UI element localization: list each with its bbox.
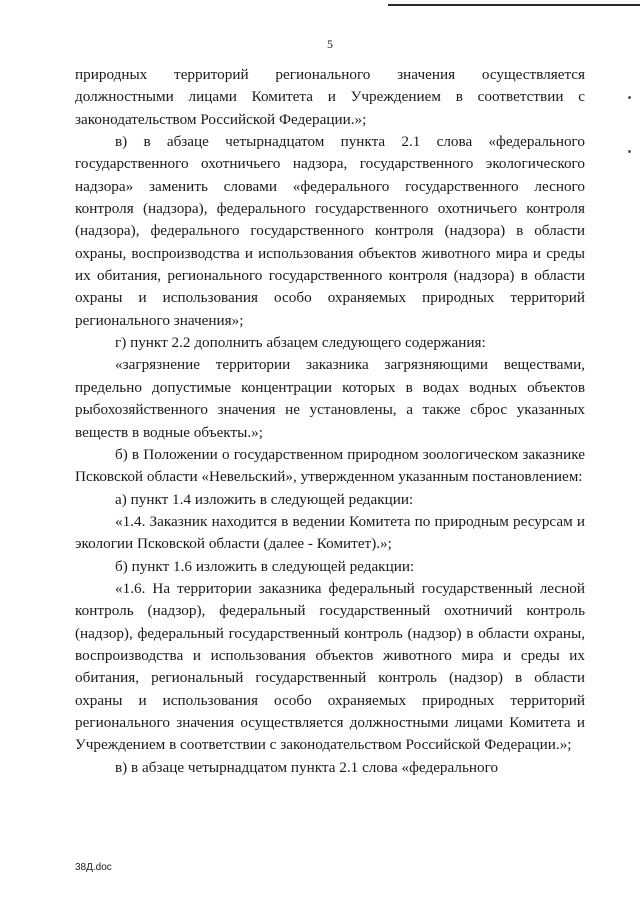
paragraph-8: б) пункт 1.6 изложить в следующей редакции: [115,557,415,575]
paragraph-10: в) в абзаце четырнадцатом пункта 2.1 слова «федерального [115,758,499,776]
paragraph-6: а) пункт 1.4 изложить в следующей редакции: [115,490,414,508]
scan-mark [628,150,631,153]
document-body [75,64,585,779]
paragraph-1: природных территорий регионального значения осуществляется должностными лицами Комитета и Учреждением в соответствии с законодательством Российской Федерации.»; [75,66,585,128]
paragraph-7: «1.4. Заказник находится в ведении Комитета по природным ресурсам и экологии Псковской области (далее - Комитет).»; [75,512,585,553]
paragraph-5: б) в Положении о государственном природном зоологическом заказнике Псковской области «Невельский», утвержденном указанным постановлением: [75,445,585,486]
paragraph-4: «загрязнение территории заказника загрязняющими веществами, предельно допустимые концентрации которых в водах водных объектов рыбохозяйственного значения не установлены, а также сброс указанных веществ в водные объекты.»; [75,356,585,441]
paragraph-9: «1.6. На территории заказника федеральный государственный лесной контроль (надзор), федеральный государственный охотничий контроль (надзор), федеральный государственный контроль (надзор) в области охраны, воспроизводства и использования объектов животного мира и среды их обитания, региональный государственный контроль (надзор) в области охраны и использования особо охраняемых природных территорий регионального значения осуществляется должностными лицами Комитета и Учреждением в соответствии с законодательством Российской Федерации.»; [75,579,585,754]
paragraph-2: в) в абзаце четырнадцатом пункта 2.1 слова «федерального государственного охотничьего надзора, государственного экологического надзора» заменить словами «федерального государственного лесного контроля (надзора), федерального государственного охотничьего контроля (надзора), федерального государственного контроля (надзора) в области охраны, воспроизводства и использования объектов животного мира и среды их обитания, регионального государственного контроля (надзора) в области охраны и использования особо охраняемых природных территорий регионального значения»; [75,133,585,329]
paragraph-3: г) пункт 2.2 дополнить абзацем следующего содержания: [115,334,486,352]
top-rule-line [388,4,640,6]
file-name-footer: 38Д.doc [75,862,112,873]
scan-mark [628,96,631,99]
page-number: 5 [327,37,333,51]
